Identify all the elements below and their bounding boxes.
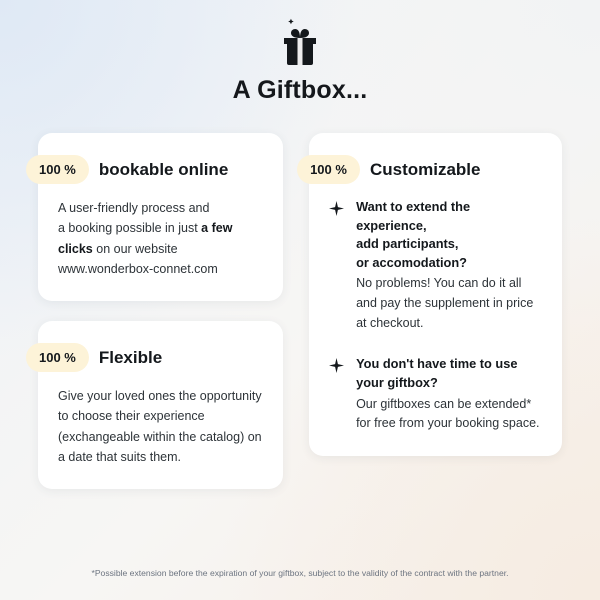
list-item-heading xyxy=(356,355,542,392)
card-body xyxy=(58,198,263,279)
list-item-heading xyxy=(356,198,542,272)
card-body-website: www.wonderbox-connet.com xyxy=(58,261,218,276)
heading-line-2: your giftbox? xyxy=(356,374,438,390)
card-body: Give your loved ones the opportunity to choose their experience (exchangeable within the catalog) on a date that suits them. xyxy=(58,389,262,464)
card-customizable xyxy=(309,133,562,456)
gift-icon xyxy=(278,18,322,66)
card-body-line-1: A user-friendly process and xyxy=(58,201,210,215)
list-item-text: No problems! You can do it all and pay the supplement in price at checkout. xyxy=(356,276,534,330)
heading-line-1: You don't have time to use xyxy=(356,356,518,372)
card-flexible xyxy=(38,321,283,489)
page-title: A Giftbox... xyxy=(232,76,368,104)
footnote: *Possible extension before the expiration of your giftbox, subject to the validity of the contract with the partner. xyxy=(91,568,509,578)
list-item-body xyxy=(356,355,542,434)
sparkle-icon xyxy=(329,358,344,373)
status-badge: 100 % xyxy=(297,155,360,184)
card-body-line-2: a booking possible in just xyxy=(58,221,202,236)
status-badge: 100 % xyxy=(26,343,89,372)
header xyxy=(0,0,600,105)
card-header xyxy=(310,155,542,184)
card-body-bold-1: a few xyxy=(201,221,233,236)
list-item-text: Our giftboxes can be extended* for free from your booking space. xyxy=(356,396,540,431)
status-badge: 100 % xyxy=(26,155,89,184)
list-item xyxy=(329,198,542,333)
card-header xyxy=(39,343,263,372)
card-bookable-online xyxy=(38,133,283,301)
card-body-bold-2: clicks xyxy=(58,241,93,256)
card-title: Flexible xyxy=(98,347,163,367)
sparkle-icon xyxy=(329,201,344,216)
heading-line-3: add participants, xyxy=(356,236,459,252)
list-item-body xyxy=(356,198,542,333)
cards-columns xyxy=(0,105,600,489)
column-right xyxy=(309,133,562,456)
list-item xyxy=(329,355,542,434)
heading-line-1: Want to extend the xyxy=(356,199,471,214)
card-body-line-3: on our website xyxy=(92,241,178,256)
card-title: Customizable xyxy=(369,159,481,179)
card-header xyxy=(39,155,263,184)
heading-line-4: or accomodation? xyxy=(356,254,467,270)
card-title: bookable online xyxy=(98,159,229,179)
heading-line-2: experience, xyxy=(356,217,427,233)
column-left xyxy=(38,133,283,489)
